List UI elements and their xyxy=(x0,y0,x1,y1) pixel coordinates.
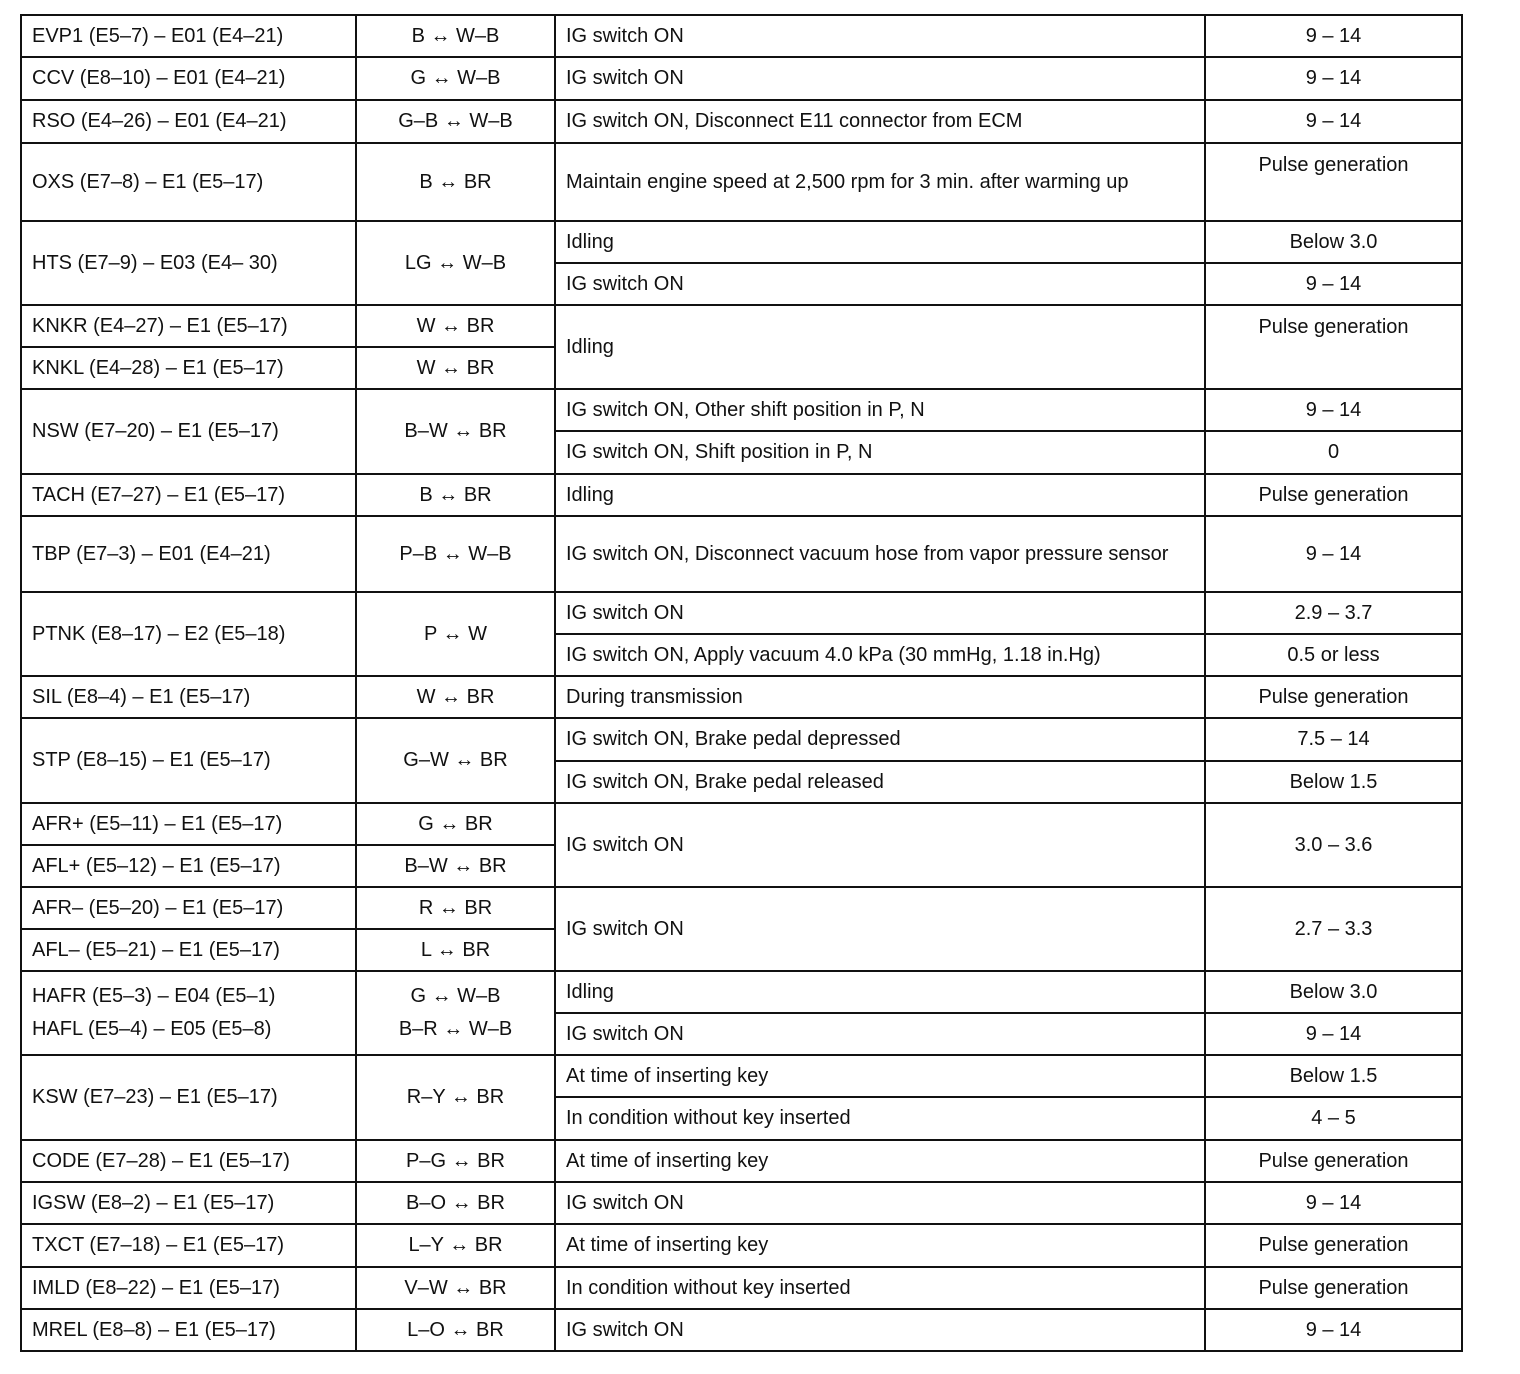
terminal-cell: STP (E8–15) – E1 (E5–17) xyxy=(21,718,356,803)
table-row xyxy=(21,803,1462,845)
table-row xyxy=(21,971,1462,1013)
table-row xyxy=(21,516,1462,592)
condition-cell: IG switch ON xyxy=(555,57,1205,100)
table-row xyxy=(21,592,1462,634)
condition-cell: Maintain engine speed at 2,500 rpm for 3 min. after warming up xyxy=(555,143,1205,221)
terminal-cell: AFR– (E5–20) – E1 (E5–17) xyxy=(21,887,356,929)
condition-cell: IG switch ON xyxy=(555,15,1205,57)
specified-voltage-cell: Pulse generation xyxy=(1205,1140,1462,1182)
condition-cell: IG switch ON, Apply vacuum 4.0 kPa (30 mmHg, 1.18 in.Hg) xyxy=(555,634,1205,676)
condition-cell: AFL– (E5–21) – E1 (E5–17) xyxy=(21,929,356,971)
table-row xyxy=(21,1309,1462,1351)
table-body xyxy=(21,15,1462,1351)
table-row xyxy=(21,1140,1462,1182)
condition-cell: IG switch ON, Brake pedal released xyxy=(555,761,1205,803)
condition-cell: At time of inserting key xyxy=(555,1140,1205,1182)
table-row xyxy=(21,718,1462,761)
table-row xyxy=(21,474,1462,516)
terminal-cell: KNKR (E4–27) – E1 (E5–17) xyxy=(21,305,356,347)
specified-voltage-cell: 9 – 14 xyxy=(1205,1013,1462,1055)
specified-voltage-cell: Pulse generation xyxy=(1205,305,1462,389)
condition-cell: AFL+ (E5–12) – E1 (E5–17) xyxy=(21,845,356,887)
wiring-color-cell: LG ↔ W–B xyxy=(356,221,555,305)
terminal-cell: NSW (E7–20) – E1 (E5–17) xyxy=(21,389,356,474)
wiring-color-cell: B ↔ BR xyxy=(356,474,555,516)
wiring-color-cell: G–W ↔ BR xyxy=(356,718,555,803)
condition-cell: IG switch ON xyxy=(555,1309,1205,1351)
terminal-cell xyxy=(21,971,356,1055)
terminal-cell: AFR+ (E5–11) – E1 (E5–17) xyxy=(21,803,356,845)
wiring-color-cell: V–W ↔ BR xyxy=(356,1267,555,1309)
table-row xyxy=(21,15,1462,57)
specified-voltage-cell: 2.9 – 3.7 xyxy=(1205,592,1462,634)
wiring-color-cell: P–B ↔ W–B xyxy=(356,516,555,592)
specified-voltage-cell: 9 – 14 xyxy=(1205,15,1462,57)
condition-cell: KNKL (E4–28) – E1 (E5–17) xyxy=(21,347,356,389)
condition-cell: IG switch ON, Disconnect vacuum hose from vapor pressure sensor xyxy=(555,516,1205,592)
cell-line: HAFL (E5–4) – E05 (E5–8) xyxy=(32,1018,272,1040)
wiring-color-cell: R ↔ BR xyxy=(356,887,555,929)
terminal-cell: RSO (E4–26) – E01 (E4–21) xyxy=(21,100,356,143)
specified-voltage-cell: 9 – 14 xyxy=(1205,516,1462,592)
wiring-color-cell: B–O ↔ BR xyxy=(356,1182,555,1224)
specified-voltage-cell: 9 – 14 xyxy=(1205,1182,1462,1224)
cell-line: G ↔ W–B xyxy=(410,985,501,1007)
terminal-cell: HTS (E7–9) – E03 (E4– 30) xyxy=(21,221,356,305)
terminal-voltage-table xyxy=(20,14,1463,1352)
wiring-color-cell: P–G ↔ BR xyxy=(356,1140,555,1182)
terminal-cell: CCV (E8–10) – E01 (E4–21) xyxy=(21,57,356,100)
wiring-color-cell: R–Y ↔ BR xyxy=(356,1055,555,1140)
condition-cell: IG switch ON, Shift position in P, N xyxy=(555,431,1205,474)
terminal-cell: PTNK (E8–17) – E2 (E5–18) xyxy=(21,592,356,676)
specified-voltage-cell: Below 1.5 xyxy=(1205,1055,1462,1097)
wiring-color-cell: B ↔ W–B xyxy=(356,15,555,57)
table-row xyxy=(21,305,1462,347)
condition-cell: During transmission xyxy=(555,676,1205,718)
wiring-color-cell xyxy=(356,971,555,1055)
specified-voltage-cell: Pulse generation xyxy=(1205,1267,1462,1309)
table-row xyxy=(21,389,1462,431)
condition-cell: At time of inserting key xyxy=(555,1055,1205,1097)
condition-cell: IG switch ON, Brake pedal depressed xyxy=(555,718,1205,761)
specified-voltage-cell: 0.5 or less xyxy=(1205,634,1462,676)
specified-voltage-cell: 7.5 – 14 xyxy=(1205,718,1462,761)
specified-voltage-cell: 4 – 5 xyxy=(1205,1097,1462,1140)
table-row xyxy=(21,100,1462,143)
table-row xyxy=(21,1267,1462,1309)
specified-voltage-cell: Below 3.0 xyxy=(1205,971,1462,1013)
specified-voltage-cell: 9 – 14 xyxy=(1205,100,1462,143)
terminal-cell: IGSW (E8–2) – E1 (E5–17) xyxy=(21,1182,356,1224)
wiring-color-cell: L–O ↔ BR xyxy=(356,1309,555,1351)
specified-voltage-cell: 9 – 14 xyxy=(1205,57,1462,100)
condition-cell: IG switch ON xyxy=(555,803,1205,887)
table-row xyxy=(21,1182,1462,1224)
wiring-color-cell: B ↔ BR xyxy=(356,143,555,221)
wiring-color-cell: P ↔ W xyxy=(356,592,555,676)
condition-cell: Idling xyxy=(555,305,1205,389)
condition-cell: Idling xyxy=(555,221,1205,263)
specified-voltage-cell: Below 3.0 xyxy=(1205,221,1462,263)
wiring-color-cell: G ↔ W–B xyxy=(356,57,555,100)
table-row xyxy=(21,143,1462,221)
specified-voltage-cell: 9 – 14 xyxy=(1205,263,1462,305)
terminal-cell: TBP (E7–3) – E01 (E4–21) xyxy=(21,516,356,592)
terminal-cell: SIL (E8–4) – E1 (E5–17) xyxy=(21,676,356,718)
terminal-cell: TACH (E7–27) – E1 (E5–17) xyxy=(21,474,356,516)
condition-cell: In condition without key inserted xyxy=(555,1097,1205,1140)
cell-line: HAFR (E5–3) – E04 (E5–1) xyxy=(32,985,276,1007)
condition-cell: In condition without key inserted xyxy=(555,1267,1205,1309)
terminal-cell: MREL (E8–8) – E1 (E5–17) xyxy=(21,1309,356,1351)
condition-cell: Idling xyxy=(555,971,1205,1013)
condition-cell: IG switch ON, Other shift position in P, N xyxy=(555,389,1205,431)
specified-voltage-cell: Pulse generation xyxy=(1205,474,1462,516)
table-row xyxy=(21,887,1462,929)
terminal-cell: IMLD (E8–22) – E1 (E5–17) xyxy=(21,1267,356,1309)
specified-voltage-cell: 0 xyxy=(1205,431,1462,474)
terminal-cell: EVP1 (E5–7) – E01 (E4–21) xyxy=(21,15,356,57)
wiring-color-cell: L–Y ↔ BR xyxy=(356,1224,555,1267)
specified-voltage-cell: 3.0 – 3.6 xyxy=(1205,803,1462,887)
wiring-color-cell: G ↔ BR xyxy=(356,803,555,845)
wiring-color-cell: G–B ↔ W–B xyxy=(356,100,555,143)
table-row xyxy=(21,221,1462,263)
specified-voltage-cell: L ↔ BR xyxy=(356,929,555,971)
specified-voltage-cell: Pulse generation xyxy=(1205,1224,1462,1267)
wiring-color-cell: B–W ↔ BR xyxy=(356,389,555,474)
table-row xyxy=(21,676,1462,718)
wiring-color-cell: W ↔ BR xyxy=(356,305,555,347)
terminal-cell: OXS (E7–8) – E1 (E5–17) xyxy=(21,143,356,221)
specified-voltage-cell: Pulse generation xyxy=(1205,143,1462,221)
condition-cell: IG switch ON xyxy=(555,263,1205,305)
condition-cell: At time of inserting key xyxy=(555,1224,1205,1267)
specified-voltage-cell: B–W ↔ BR xyxy=(356,845,555,887)
specified-voltage-cell: 9 – 14 xyxy=(1205,389,1462,431)
condition-cell: Idling xyxy=(555,474,1205,516)
specified-voltage-cell: 9 – 14 xyxy=(1205,1309,1462,1351)
terminal-cell: CODE (E7–28) – E1 (E5–17) xyxy=(21,1140,356,1182)
condition-cell: IG switch ON xyxy=(555,1182,1205,1224)
table-row xyxy=(21,1224,1462,1267)
specified-voltage-cell: Below 1.5 xyxy=(1205,761,1462,803)
condition-cell: IG switch ON xyxy=(555,592,1205,634)
specified-voltage-cell: Pulse generation xyxy=(1205,676,1462,718)
condition-cell: IG switch ON xyxy=(555,1013,1205,1055)
table-row xyxy=(21,57,1462,100)
terminal-cell: TXCT (E7–18) – E1 (E5–17) xyxy=(21,1224,356,1267)
wiring-color-cell: W ↔ BR xyxy=(356,676,555,718)
terminal-cell: KSW (E7–23) – E1 (E5–17) xyxy=(21,1055,356,1140)
table-row xyxy=(21,1055,1462,1097)
specified-voltage-cell: 2.7 – 3.3 xyxy=(1205,887,1462,971)
condition-cell: IG switch ON xyxy=(555,887,1205,971)
condition-cell: IG switch ON, Disconnect E11 connector from ECM xyxy=(555,100,1205,143)
cell-line: B–R ↔ W–B xyxy=(398,1018,513,1040)
specified-voltage-cell: W ↔ BR xyxy=(356,347,555,389)
